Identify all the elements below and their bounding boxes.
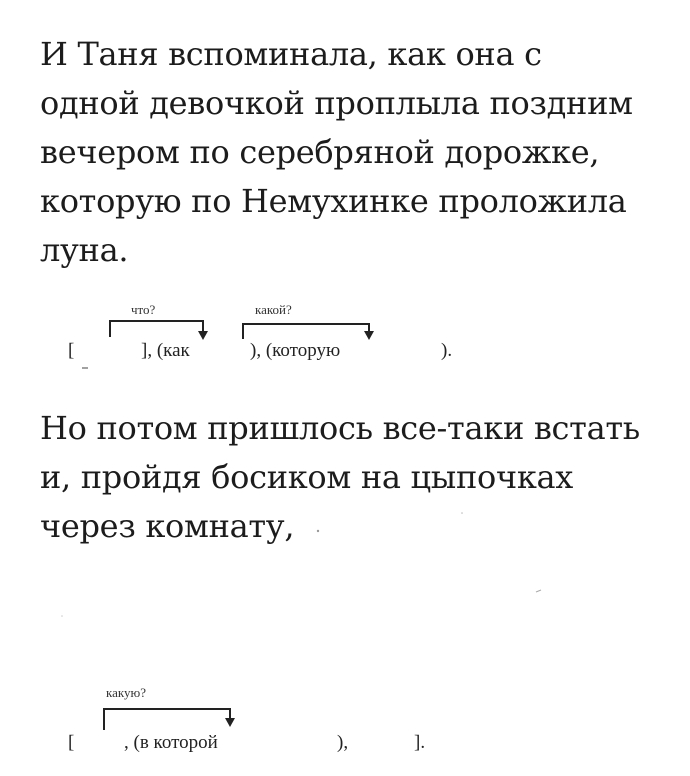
scheme-2-main-clause-open: [ bbox=[68, 732, 75, 753]
scheme-1-subordinate-clause-kotoruyu: ), (которую bbox=[250, 340, 341, 361]
paragraph-2-line-3: через комнату, bbox=[40, 507, 295, 545]
scheme-1-subordinate-clause-kak: ], (как bbox=[141, 340, 190, 361]
paragraph-1-line-1: И Таня вспоминала, как она с bbox=[40, 35, 542, 73]
scheme-1-question-what: что? bbox=[131, 302, 156, 317]
paragraph-1-line-4: которую по Немухинке проложила bbox=[40, 182, 627, 220]
scheme-1-arrow-which bbox=[243, 324, 369, 339]
paragraph-2-line-2: и, пройдя босиком на цыпочках bbox=[40, 458, 574, 496]
paragraph-2-line-1: Но потом пришлось все-таки встать bbox=[40, 409, 640, 447]
scheme-1-arrow-what bbox=[110, 321, 203, 337]
paragraph-2 bbox=[40, 404, 640, 551]
scheme-1-main-clause-open: [ bbox=[68, 340, 75, 361]
scheme-1-close: ). bbox=[441, 340, 453, 361]
scan-speck bbox=[536, 590, 541, 592]
scheme-1-question-which: какой? bbox=[255, 302, 292, 317]
scheme-2-question-which: какую? bbox=[106, 685, 147, 700]
paragraph-1-line-3: вечером по серебряной дорожке, bbox=[40, 133, 600, 171]
paragraph-1 bbox=[40, 30, 633, 275]
scheme-2-subordinate-clause-v-kotoroy: , (в которой bbox=[124, 732, 218, 753]
scan-speck bbox=[61, 615, 63, 617]
scheme-2-main-clause-close: ]. bbox=[414, 732, 426, 753]
scheme-2-subordinate-clause-close: ), bbox=[337, 732, 349, 753]
paragraph-1-line-5: луна. bbox=[40, 231, 129, 269]
paragraph-1-line-2: одной девочкой проплыла поздним bbox=[40, 84, 633, 122]
scheme-1-arrowhead-which bbox=[364, 331, 374, 340]
scheme-2-arrow-which bbox=[104, 709, 230, 730]
scheme-2-arrowhead-which bbox=[225, 718, 235, 727]
scheme-1-arrowhead-what bbox=[198, 331, 208, 340]
